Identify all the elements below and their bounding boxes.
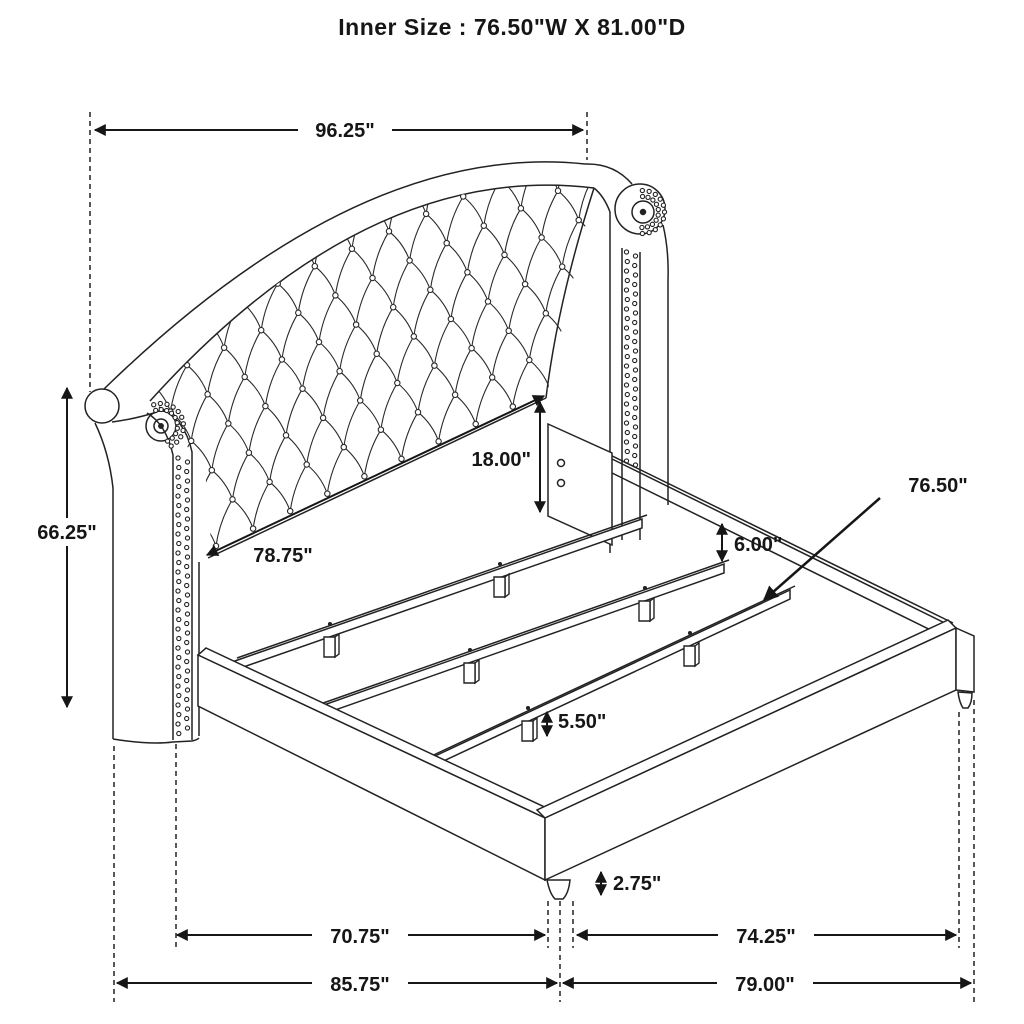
front-foot-leg (547, 880, 570, 899)
left-roll-bottom-edge (112, 412, 157, 422)
left-nailband-edge-a (147, 413, 173, 740)
slat-2 (304, 564, 724, 721)
dim-label-foot-leg-height: 2.75" (613, 873, 662, 895)
dim-label-rail-to-slat: 6.00" (734, 534, 783, 556)
dim-label-slat-leg-height: 5.50" (558, 711, 607, 733)
headboard-inner-arc (150, 185, 594, 401)
left-roll-cap (85, 389, 119, 423)
bed-frame (198, 424, 974, 899)
dim-label-overall-height: 66.25" (37, 522, 97, 544)
slat-1 (232, 519, 642, 671)
right-wing-outer-edge (663, 225, 668, 505)
headboard-outer-arc (104, 162, 585, 389)
slat-support-legs (324, 563, 699, 741)
dim-label-headboard-to-rail: 18.00" (471, 449, 531, 471)
right-corner-leg (958, 692, 972, 708)
dim-label-slat-length: 76.50" (908, 475, 968, 497)
bracket-hole-top (558, 460, 565, 467)
dim-label-outer-front-width: 85.75" (330, 974, 390, 996)
panel-right-edge (546, 188, 594, 398)
bracket-hole-bottom (558, 480, 565, 487)
dim-overall-height (33, 388, 101, 707)
dim-outer-front-width (117, 969, 557, 997)
dim-label-headboard-width: 78.75" (253, 545, 313, 567)
slat-1-top-face (237, 515, 647, 658)
right-roll-top-edge (585, 164, 632, 184)
left-wing-outer-edge (95, 423, 113, 739)
slat-2-top-face (309, 560, 729, 708)
left-wing-bottom (113, 738, 199, 743)
dim-rail-to-slat (722, 524, 782, 561)
dim-label-inner-side-depth: 74.25" (736, 926, 796, 948)
dim-label-overall-width: 96.25" (315, 120, 375, 142)
dim-inner-side-depth (577, 921, 956, 949)
right-corner-post (956, 628, 974, 692)
right-roll-center (641, 210, 646, 215)
dim-headboard-to-rail (471, 402, 540, 512)
dim-outer-side-depth (563, 969, 971, 997)
dim-label-inner-front-width: 70.75" (330, 926, 390, 948)
dim-foot-leg-height (601, 872, 661, 895)
right-rail-bottom (606, 470, 957, 643)
right-wing-top-join (594, 188, 610, 212)
dim-overall-width (95, 114, 583, 144)
dim-slat-leg-height (547, 711, 606, 736)
page-title: Inner Size : 76.50"W X 81.00"D (338, 14, 686, 40)
dim-label-outer-side-depth: 79.00" (735, 974, 795, 996)
dim-slat-length (764, 475, 968, 600)
foot-rail-front-face (545, 628, 956, 880)
dim-inner-front-width (177, 921, 545, 949)
